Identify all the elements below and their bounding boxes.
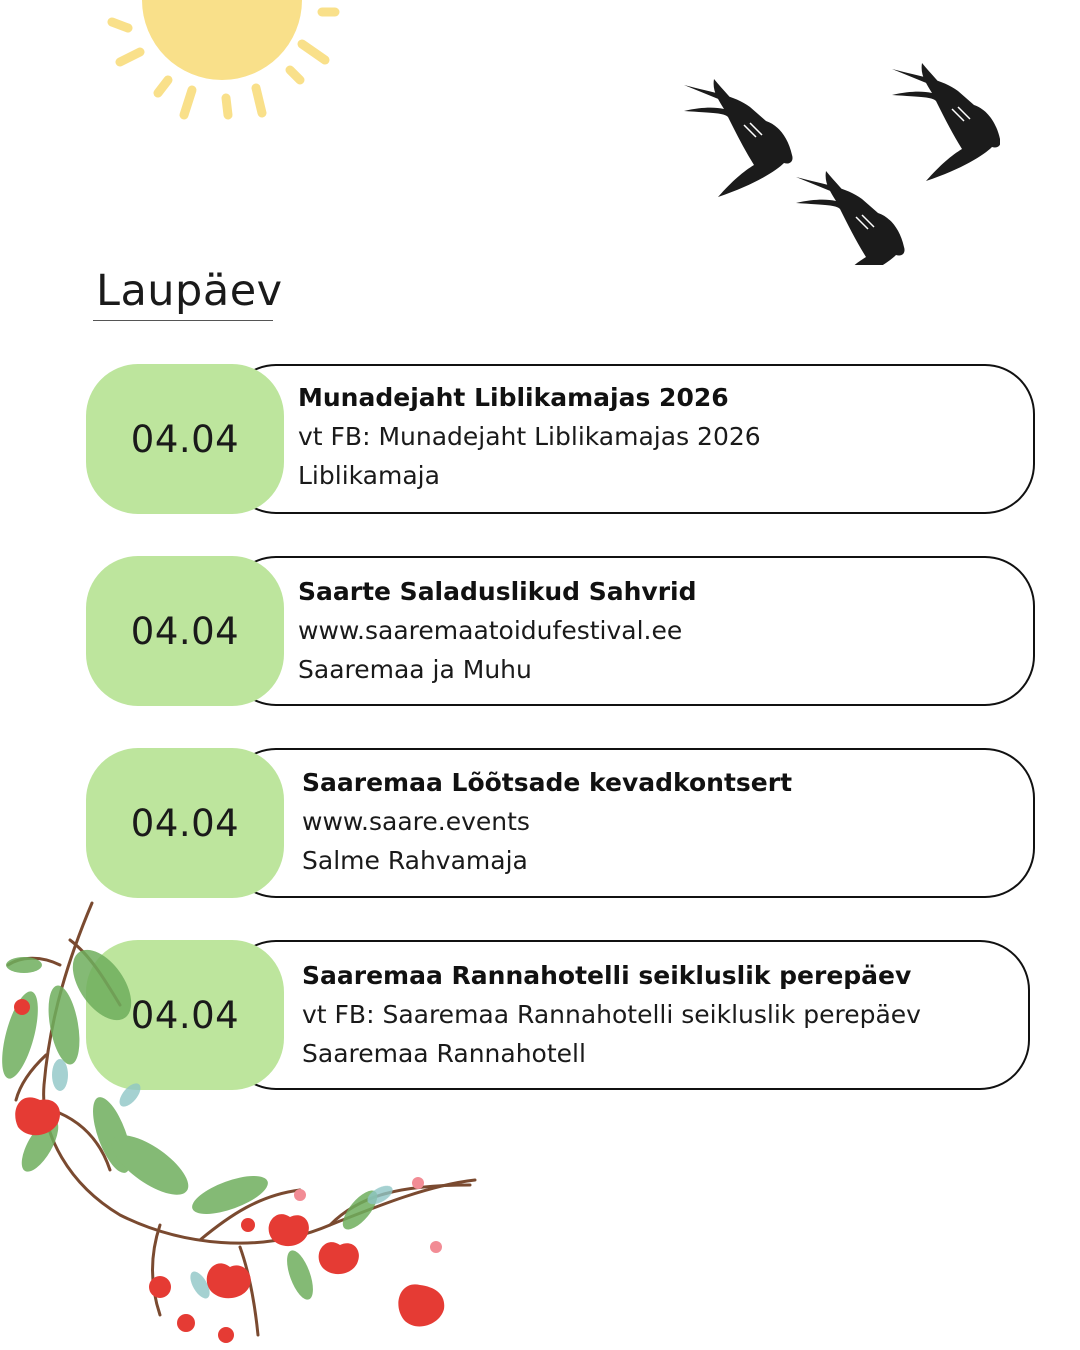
event-location: Liblikamaja [298,461,440,490]
event-card [86,748,1035,898]
event-info: www.saaremaatoidufestival.ee [298,616,683,645]
swallow-icon [892,63,1000,181]
day-heading: Laupäev [96,266,283,316]
event-date-badge: 04.04 [86,748,284,898]
event-card [86,364,1035,514]
event-info: www.saare.events [302,807,530,836]
event-location: Saaremaa ja Muhu [298,655,532,684]
floral-branch-illustration [0,895,490,1350]
event-location: Salme Rahvamaja [302,846,528,875]
event-title: Saarte Saladuslikud Sahvrid [298,577,697,606]
event-info: vt FB: Munadejaht Liblikamajas 2026 [298,422,761,451]
event-date-badge: 04.04 [86,364,284,514]
event-details [298,572,697,689]
event-details [302,763,792,880]
event-details [298,378,761,495]
event-info: vt FB: Saaremaa Rannahotelli seikluslik perepäev [302,1000,921,1029]
event-title: Munadejaht Liblikamajas 2026 [298,383,729,412]
swallow-icon [796,171,905,265]
swallow-icon [684,79,793,197]
swallows-illustration [670,55,1000,265]
event-title: Saaremaa Lõõtsade kevadkontsert [302,768,793,797]
sun-illustration [100,0,350,130]
event-title: Saaremaa Rannahotelli seikluslik perepäev [302,961,912,990]
day-heading-underline [93,320,273,321]
event-date-badge: 04.04 [86,940,284,1090]
event-date-badge: 04.04 [86,556,284,706]
event-card [86,556,1035,706]
event-location: Saaremaa Rannahotell [302,1039,586,1068]
